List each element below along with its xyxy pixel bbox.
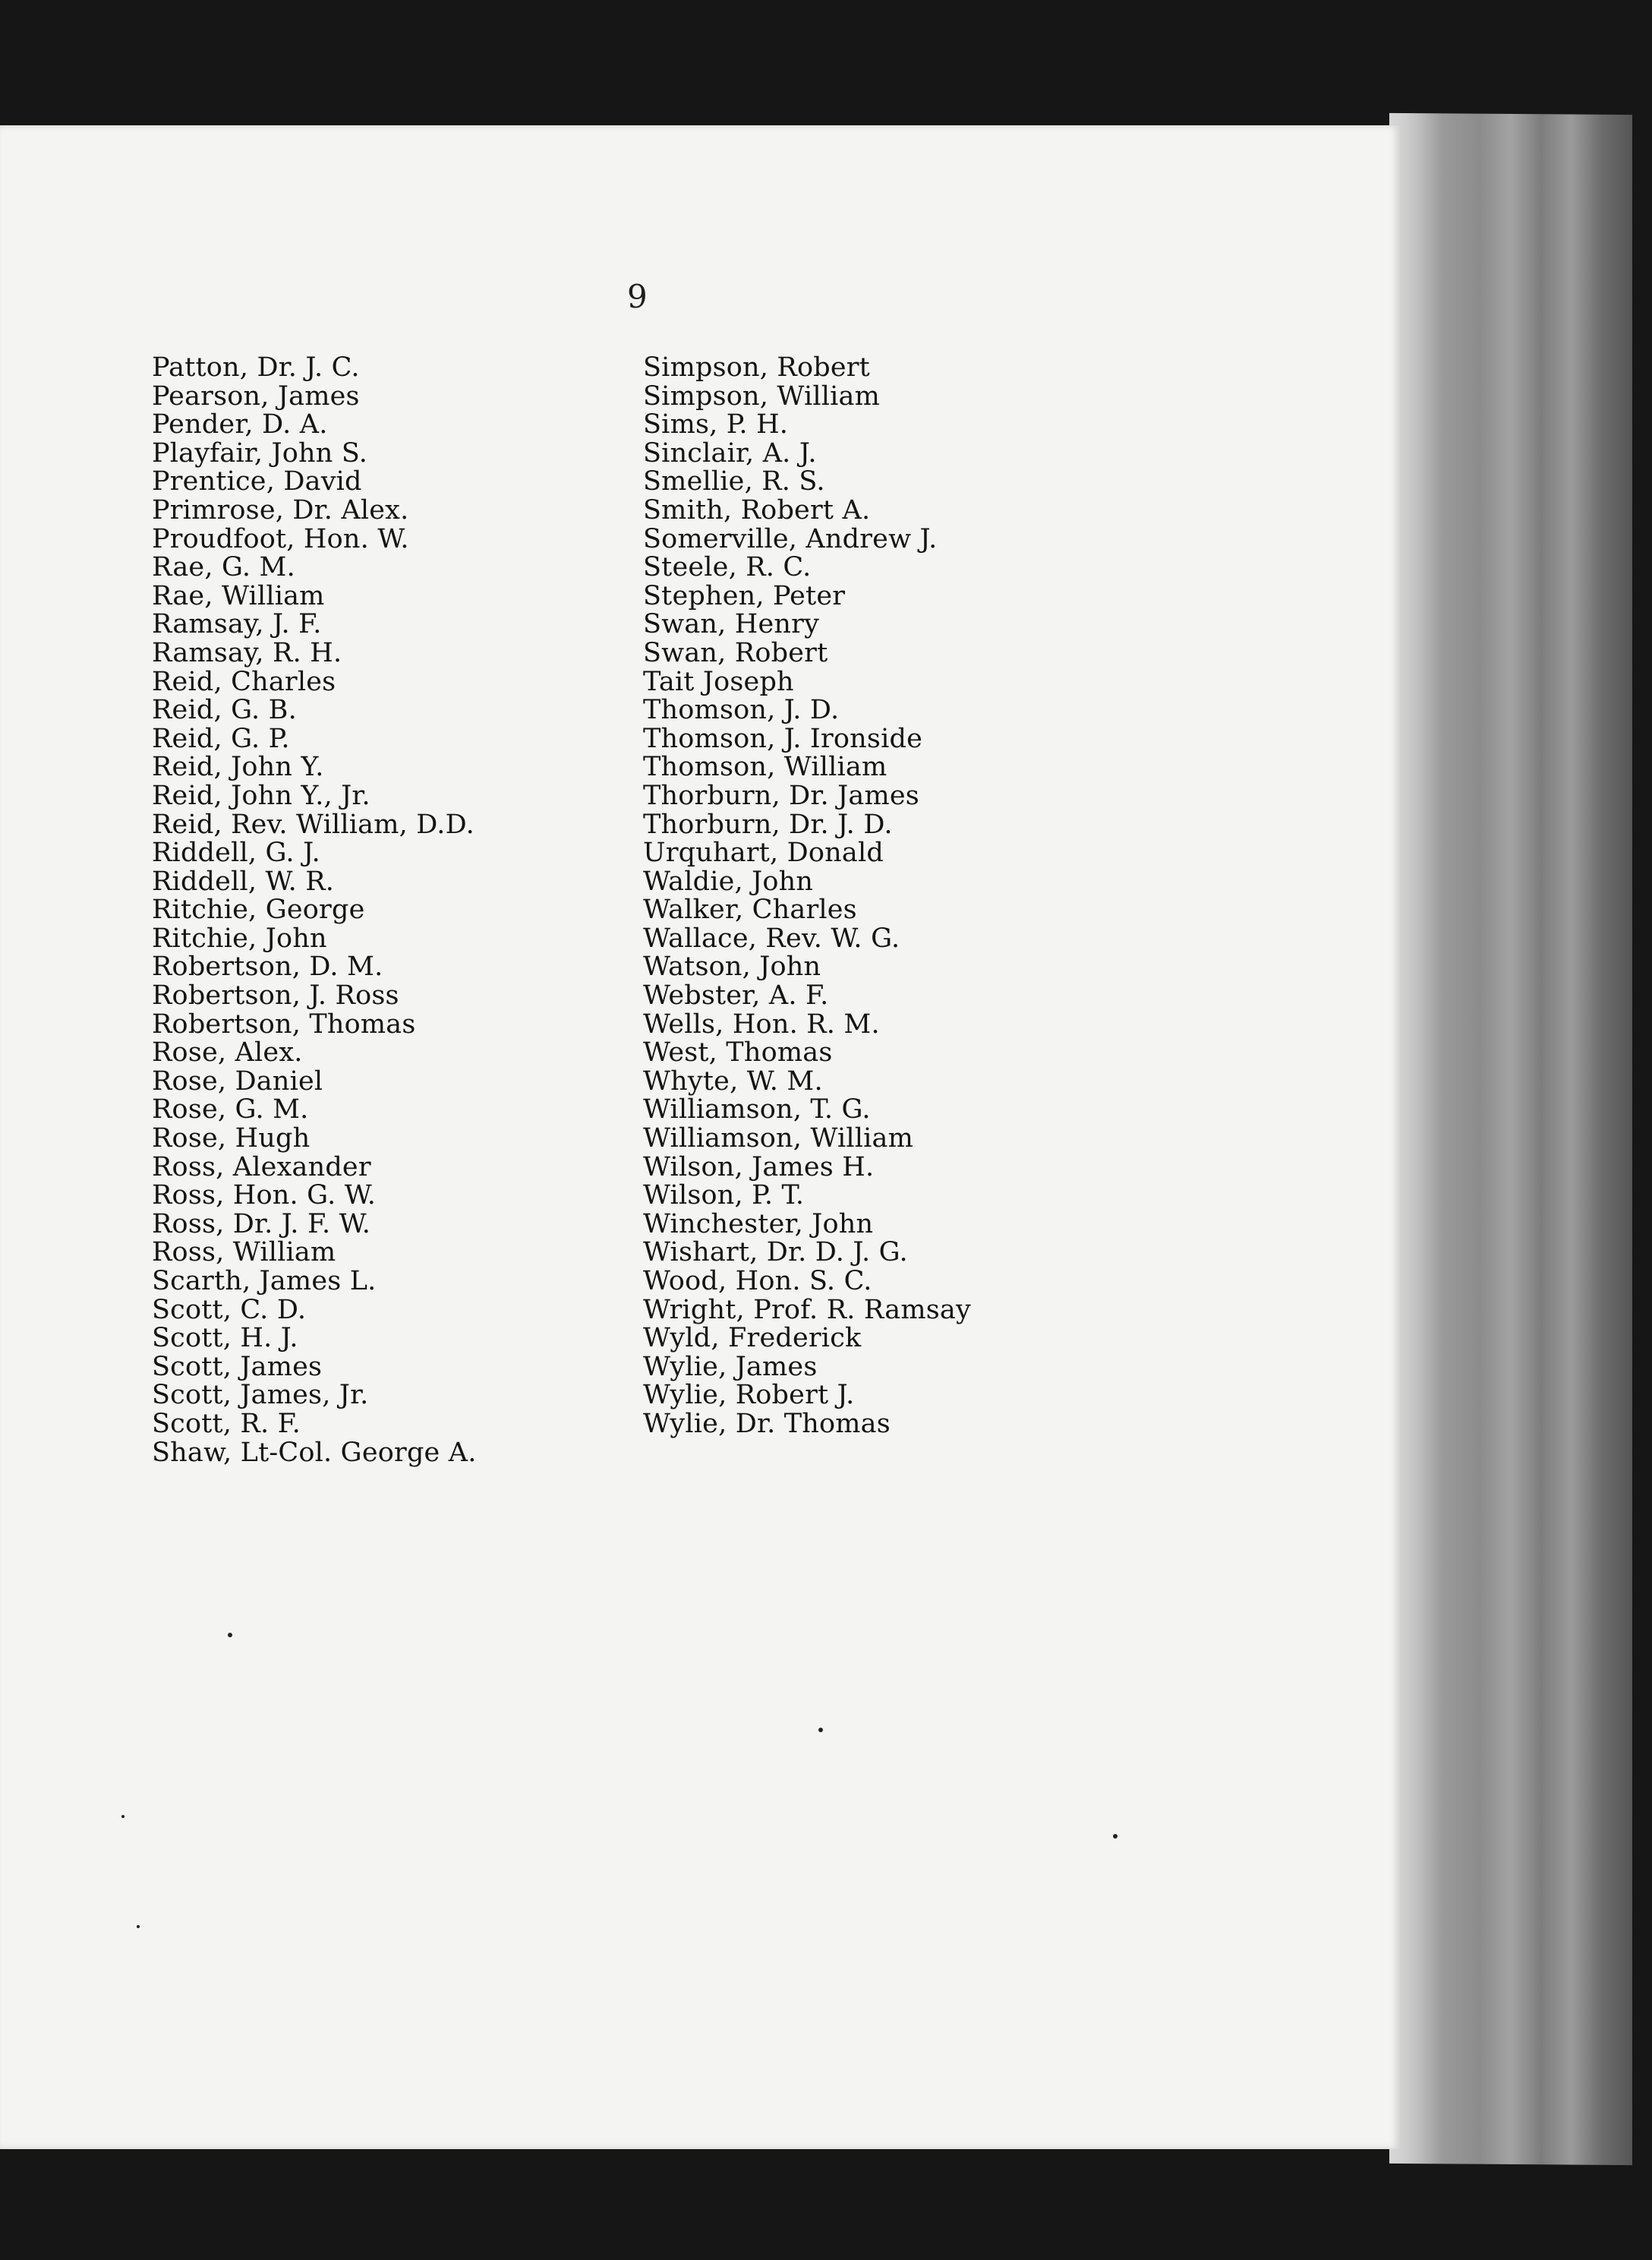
name-entry: Reid, Rev. William, D.D. bbox=[152, 809, 474, 840]
name-entry: Robertson, Thomas bbox=[152, 1008, 416, 1040]
name-entry: Ross, Dr. J. F. W. bbox=[152, 1208, 371, 1239]
name-entry: Sims, P. H. bbox=[643, 409, 789, 440]
name-entry: Rose, Alex. bbox=[152, 1037, 303, 1068]
name-entry: Wallace, Rev. W. G. bbox=[643, 923, 900, 954]
name-entry: Scott, James bbox=[152, 1351, 323, 1382]
name-entry: Ross, William bbox=[152, 1237, 336, 1268]
name-entry: Waldie, John bbox=[643, 866, 814, 897]
name-entry: Wyld, Frederick bbox=[643, 1323, 862, 1354]
name-entry: Primrose, Dr. Alex. bbox=[152, 494, 409, 526]
page-number: 9 bbox=[627, 278, 648, 315]
name-entry: Riddell, W. R. bbox=[152, 866, 335, 897]
name-entry: Wylie, Dr. Thomas bbox=[643, 1408, 891, 1439]
name-entry: Williamson, T. G. bbox=[643, 1094, 871, 1125]
name-entry: Williamson, William bbox=[643, 1123, 914, 1154]
name-entry: Robertson, J. Ross bbox=[152, 980, 399, 1012]
name-entry: Ramsay, J. F. bbox=[152, 609, 322, 640]
name-entry: Patton, Dr. J. C. bbox=[152, 352, 360, 383]
name-entry: Reid, Charles bbox=[152, 666, 336, 697]
dust-speck bbox=[121, 1815, 125, 1818]
name-entry: Winchester, John bbox=[643, 1208, 874, 1239]
name-entry: Wright, Prof. R. Ramsay bbox=[643, 1294, 971, 1325]
name-entry: Ross, Alexander bbox=[152, 1151, 371, 1182]
name-entry: Wood, Hon. S. C. bbox=[643, 1266, 872, 1296]
name-entry: Playfair, John S. bbox=[152, 437, 368, 469]
name-entry: Scott, R. F. bbox=[152, 1408, 301, 1439]
name-entry: Prentice, David bbox=[152, 466, 362, 497]
name-entry: Rose, Hugh bbox=[152, 1123, 311, 1154]
name-entry: Reid, John Y., Jr. bbox=[152, 780, 370, 811]
name-entry: Steele, R. C. bbox=[643, 552, 812, 583]
name-entry: Rae, G. M. bbox=[152, 552, 295, 583]
name-entry: Thomson, J. D. bbox=[643, 695, 840, 726]
dust-speck bbox=[228, 1633, 232, 1637]
name-entry: Reid, G. P. bbox=[152, 723, 290, 754]
name-list-left-column bbox=[152, 354, 477, 1467]
name-entry: Pearson, James bbox=[152, 380, 360, 412]
name-entry: Scarth, James L. bbox=[152, 1266, 377, 1296]
name-entry: Rose, G. M. bbox=[152, 1094, 309, 1125]
name-entry: Webster, A. F. bbox=[643, 980, 829, 1012]
name-entry: Smellie, R. S. bbox=[643, 466, 825, 497]
name-entry: Walker, Charles bbox=[643, 895, 857, 926]
name-entry: Scott, James, Jr. bbox=[152, 1380, 369, 1411]
dust-speck bbox=[1113, 1834, 1118, 1839]
name-entry: Simpson, Robert bbox=[643, 352, 870, 383]
name-entry: Watson, John bbox=[643, 952, 821, 983]
name-entry: Robertson, D. M. bbox=[152, 952, 383, 983]
name-entry: West, Thomas bbox=[643, 1037, 833, 1068]
name-entry: Ross, Hon. G. W. bbox=[152, 1180, 377, 1211]
name-entry: Stephen, Peter bbox=[643, 580, 846, 611]
name-entry: Ramsay, R. H. bbox=[152, 637, 342, 668]
name-entry: Ritchie, George bbox=[152, 895, 365, 926]
name-entry: Wilson, P. T. bbox=[643, 1180, 805, 1211]
name-entry: Rae, William bbox=[152, 580, 325, 611]
name-entry: Pender, D. A. bbox=[152, 409, 328, 440]
name-entry: Reid, John Y. bbox=[152, 752, 324, 783]
name-entry: Thorburn, Dr. James bbox=[643, 780, 919, 811]
name-entry: Tait Joseph bbox=[643, 666, 794, 697]
name-entry: Scott, H. J. bbox=[152, 1323, 298, 1354]
name-entry: Reid, G. B. bbox=[152, 695, 297, 726]
dust-speck bbox=[137, 1925, 140, 1928]
page-edges bbox=[1389, 113, 1632, 2165]
name-entry: Riddell, G. J. bbox=[152, 838, 320, 869]
name-entry: Urquhart, Donald bbox=[643, 838, 884, 869]
name-entry: Whyte, W. M. bbox=[643, 1065, 823, 1097]
name-entry: Wylie, James bbox=[643, 1351, 818, 1382]
name-entry: Simpson, William bbox=[643, 380, 880, 412]
name-entry: Wells, Hon. R. M. bbox=[643, 1008, 880, 1040]
name-entry: Wylie, Robert J. bbox=[643, 1380, 855, 1411]
name-entry: Swan, Henry bbox=[643, 609, 820, 640]
name-entry: Shaw, Lt-Col. George A. bbox=[152, 1437, 477, 1468]
name-entry: Thomson, William bbox=[643, 752, 887, 783]
name-entry: Thomson, J. Ironside bbox=[643, 723, 922, 754]
name-list-right-column bbox=[643, 354, 971, 1439]
name-entry: Somerville, Andrew J. bbox=[643, 523, 938, 554]
name-entry: Wishart, Dr. D. J. G. bbox=[643, 1237, 908, 1268]
name-entry: Scott, C. D. bbox=[152, 1294, 307, 1325]
name-entry: Ritchie, John bbox=[152, 923, 327, 954]
name-entry: Proudfoot, Hon. W. bbox=[152, 523, 409, 554]
name-entry: Swan, Robert bbox=[643, 637, 828, 668]
name-entry: Sinclair, A. J. bbox=[643, 437, 817, 469]
dust-speck bbox=[818, 1728, 823, 1732]
name-entry: Wilson, James H. bbox=[643, 1151, 875, 1182]
name-entry: Rose, Daniel bbox=[152, 1065, 323, 1097]
name-entry: Thorburn, Dr. J. D. bbox=[643, 809, 893, 840]
name-entry: Smith, Robert A. bbox=[643, 494, 871, 526]
